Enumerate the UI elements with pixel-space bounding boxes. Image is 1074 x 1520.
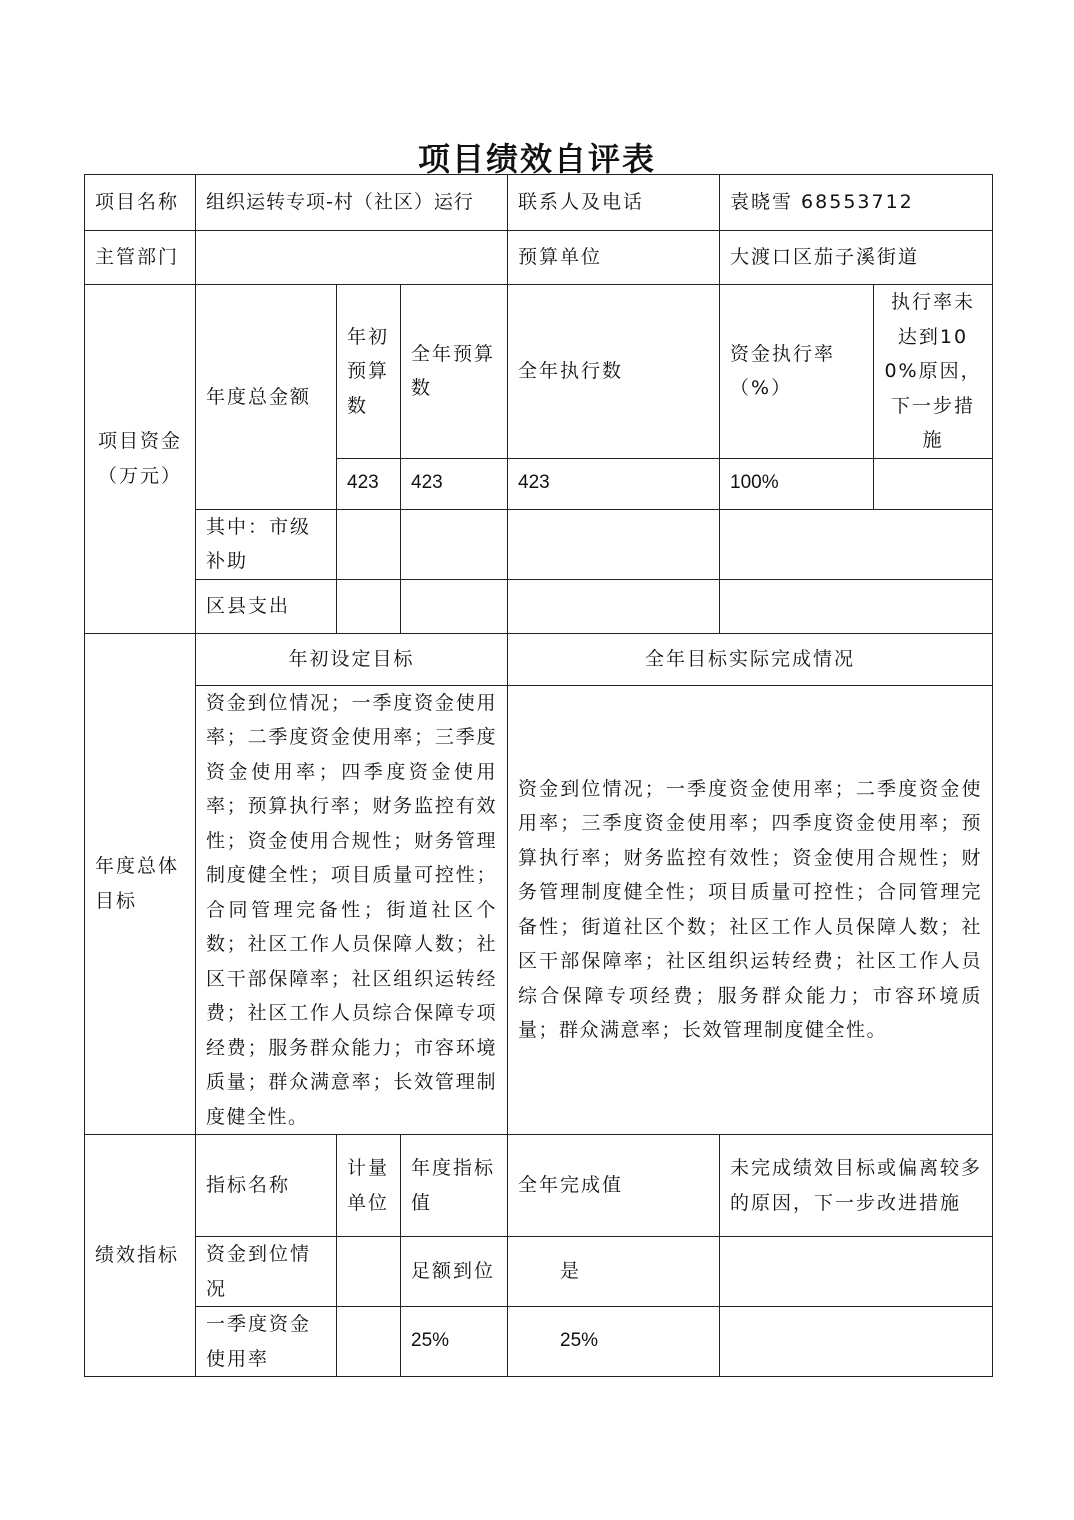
budget-unit-label: 预算单位 [508, 231, 720, 285]
district-label: 区县支出 [196, 579, 337, 633]
contact-value: 袁晓雪 68553712 [720, 175, 993, 231]
budget-unit-value: 大渡口区茄子溪街道 [720, 231, 993, 285]
indicator-reason [720, 1307, 993, 1377]
district-initial [337, 579, 401, 633]
table-row [85, 1307, 993, 1377]
city-subsidy-rate [720, 509, 993, 579]
page-title: 项目绩效自评表 [417, 140, 656, 178]
indicator-annual: 25% [401, 1307, 508, 1377]
city-subsidy-full-year [401, 509, 508, 579]
annual-total-label: 年度总金额 [196, 285, 337, 510]
indicators-label: 绩效指标 [85, 1135, 196, 1377]
initial-target-text: 资金到位情况；一季度资金使用率；二季度资金使用率；三季度资金使用率；四季度资金使用率；预算执行率；财务监控有效性；资金使用合规性；财务管理制度健全性；项目质量可控性；合同管理完备性；街道社区个数；社区工作人员保障人数；社区干部保障率；社区组织运转经费；社区工作人员综合保障专项经费；服务群众能力；市容环境质量；群众满意率；长效管理制度健全性。 [196, 685, 508, 1135]
exec-rate-value: 100% [720, 458, 874, 509]
indicator-name: 资金到位情况 [196, 1237, 337, 1307]
indicator-reason [720, 1237, 993, 1307]
project-name-value: 组织运转专项-村（社区）运行 [196, 175, 508, 231]
full-year-exec-label: 全年执行数 [508, 285, 720, 459]
actual-text: 资金到位情况；一季度资金使用率；二季度资金使用率；三季度资金使用率；四季度资金使用率；预算执行率；财务监控有效性；资金使用合规性；财务管理制度健全性；项目质量可控性；合同管理完备性；街道社区个数；社区工作人员保障人数；社区干部保障率；社区组织运转经费；社区工作人员综合保障专项经费；服务群众能力；市容环境质量；群众满意率；长效管理制度健全性。 [508, 685, 993, 1135]
city-subsidy-label: 其中：市级补助 [196, 509, 337, 579]
initial-budget-value: 423 [337, 458, 401, 509]
city-subsidy-initial [337, 509, 401, 579]
indicator-annual: 足额到位 [401, 1237, 508, 1307]
reason-value [874, 458, 993, 509]
indicator-col-completed: 全年完成值 [508, 1135, 720, 1237]
district-rate [720, 579, 993, 633]
performance-table [84, 174, 993, 1377]
dept-label: 主管部门 [85, 231, 196, 285]
goals-label: 年度总体目标 [85, 633, 196, 1135]
district-exec [508, 579, 720, 633]
indicator-completed: 是 [508, 1237, 720, 1307]
city-subsidy-exec [508, 509, 720, 579]
contact-label: 联系人及电话 [508, 175, 720, 231]
full-year-budget-value: 423 [401, 458, 508, 509]
initial-budget-label: 年初预算数 [337, 285, 401, 459]
indicator-unit [337, 1237, 401, 1307]
dept-value [196, 231, 508, 285]
reason-label: 执行率未达到100%原因，下一步措施 [874, 285, 993, 459]
exec-rate-label: 资金执行率（%） [720, 285, 874, 459]
indicator-completed: 25% [508, 1307, 720, 1377]
funds-label: 项目资金（万元） [85, 285, 196, 634]
full-year-budget-label: 全年预算数 [401, 285, 508, 459]
indicator-unit [337, 1307, 401, 1377]
indicator-col-reason: 未完成绩效目标或偏离较多的原因，下一步改进措施 [720, 1135, 993, 1237]
indicator-name: 一季度资金使用率 [196, 1307, 337, 1377]
full-year-exec-value: 423 [508, 458, 720, 509]
initial-target-header: 年初设定目标 [196, 633, 508, 685]
table-row [85, 1237, 993, 1307]
project-name-label: 项目名称 [85, 175, 196, 231]
indicator-col-annual: 年度指标值 [401, 1135, 508, 1237]
indicator-col-name: 指标名称 [196, 1135, 337, 1237]
indicator-col-unit: 计量单位 [337, 1135, 401, 1237]
actual-header: 全年目标实际完成情况 [508, 633, 993, 685]
district-full-year [401, 579, 508, 633]
